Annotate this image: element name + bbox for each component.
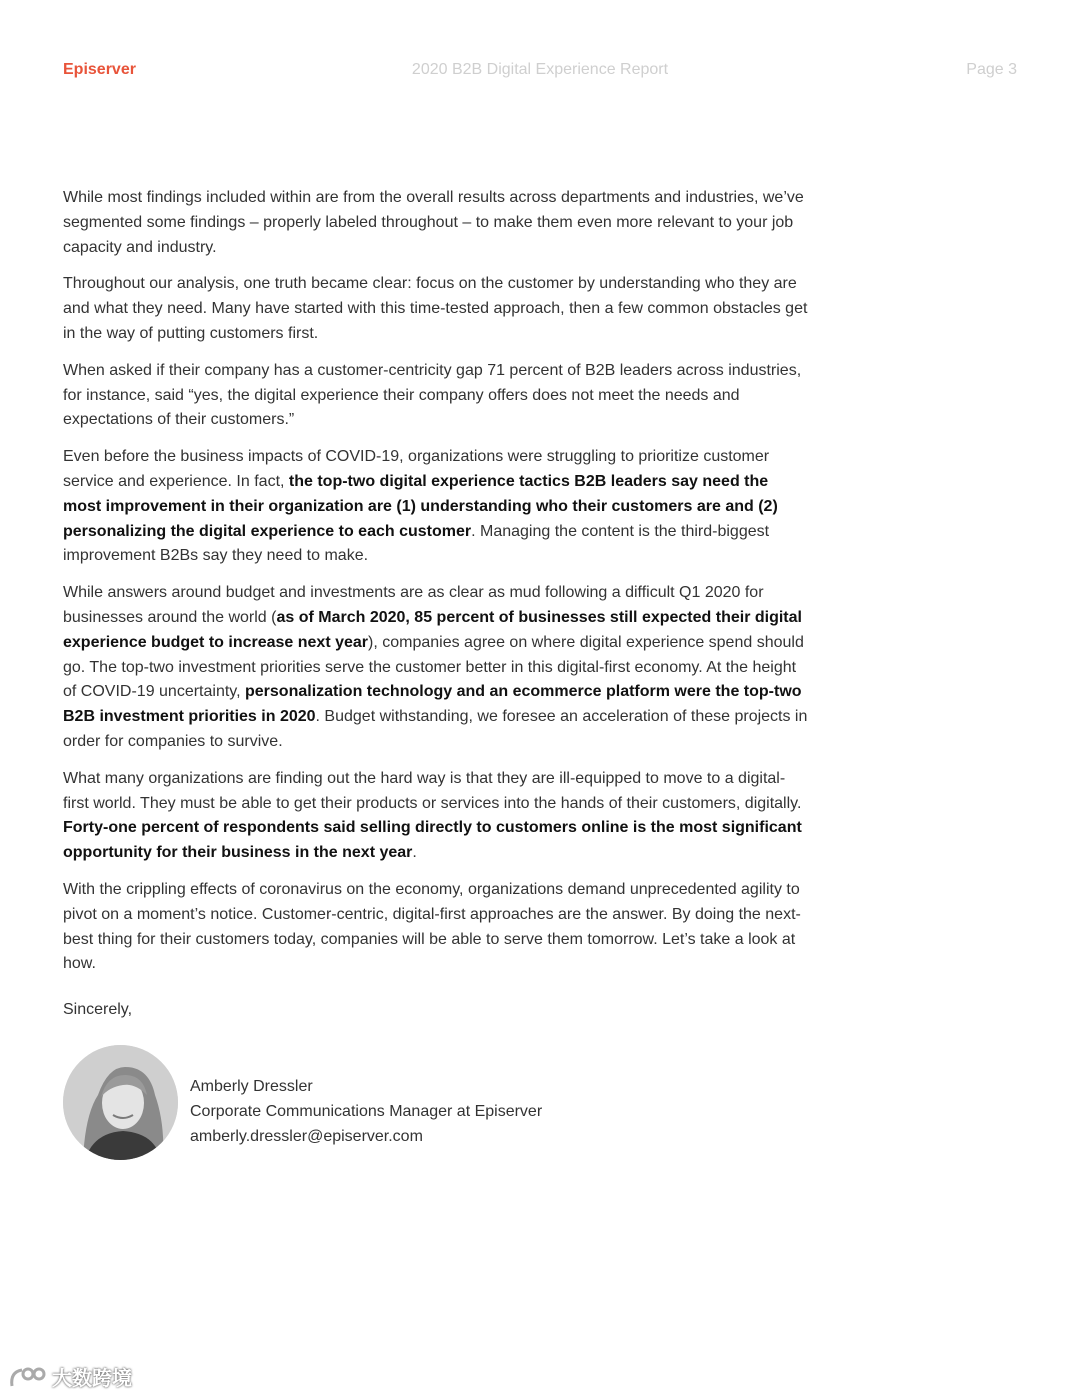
brand-name: Episerver [63, 61, 136, 78]
paragraph-text: With the crippling effects of coronavirus on the economy, organizations demand unprecedented agility to pivot on a moment’s notice. Customer-centric, digital-first approaches are the answer. By doing the next-best thing for their customers today, companies will be able to serve them tomorrow. Let’s take a look at how. [63, 880, 801, 973]
page-number: Page 3 [966, 61, 1017, 78]
paragraph-text: While most findings included within are from the overall results across departments and industries, we’ve segmented some findings – properly labeled throughout – to make them even more relevant to your job capacity and industry. [63, 189, 804, 256]
paragraph-text: . [412, 844, 417, 862]
paragraph-text: Even before the business impacts of COVID-19, organizations were struggling to prioritize customer service and experience. In fact, [63, 448, 770, 490]
emphasis-text: personalization technology and an ecommerce platform were the top-two B2B investment priorities in 2020 [63, 683, 802, 726]
person-portrait-icon [63, 1045, 178, 1160]
letter-body [63, 186, 808, 989]
author-email: amberly.dressler@episerver.com [190, 1127, 423, 1145]
paragraph-text: Throughout our analysis, one truth became clear: focus on the customer by understanding who they are and what they need. Many have started with this time-tested approach, then a few common obstacles get in the way of putting customers first. [63, 275, 808, 342]
emphasis-text: Forty-one percent of respondents said selling directly to customers online is the most significant opportunity for their business in the next year [63, 819, 802, 862]
body-paragraph [63, 767, 808, 866]
paragraph-text: When asked if their company has a customer-centricity gap 71 percent of B2B leaders across industries, for instance, said “yes, the digital experience their company offers does not meet the needs and expectations of their customers.” [63, 361, 802, 429]
paragraph-text: . Budget withstanding, we foresee an acceleration of these projects in order for companies to survive. [63, 708, 808, 750]
watermark [8, 1362, 132, 1391]
author-role: Corporate Communications Manager at Episerver [190, 1102, 543, 1120]
paragraph-text: . Managing the content is the third-biggest improvement B2Bs say they need to make. [63, 522, 770, 565]
paragraph-text: While answers around budget and investments are as clear as mud following a difficult Q1 2020 for businesses around the world ( [63, 584, 764, 626]
paragraph-text: What many organizations are finding out the hard way is that they are ill-equipped to move to a digital-first world. They must be able to get their products or services into the hands of their customers, digitally. [63, 769, 802, 812]
author-name: Amberly Dressler [190, 1078, 313, 1095]
author-avatar [63, 1045, 178, 1160]
body-paragraph [63, 272, 808, 346]
emphasis-text: the top-two digital experience tactics B2B leaders say need the most improvement in their organization are (1) understanding who their customers are and (2) personalizing the digital experience to each customer [63, 472, 778, 540]
body-paragraph [63, 445, 808, 569]
body-paragraph [63, 581, 808, 755]
body-paragraph [63, 359, 808, 433]
closing: Sincerely, [63, 1001, 133, 1018]
body-paragraph [63, 878, 808, 977]
watermark-logo-icon [8, 1364, 48, 1390]
signature-block [190, 1075, 542, 1149]
body-paragraph [63, 186, 808, 260]
emphasis-text: as of March 2020, 85 percent of businesses still expected their digital experience budget to increase next year [63, 608, 802, 651]
page-header [0, 61, 1080, 85]
watermark-text: 大数跨境 [52, 1368, 132, 1390]
report-title: 2020 B2B Digital Experience Report [411, 61, 669, 78]
paragraph-text: ), companies agree on where digital experience spend should go. The top-two investment priorities serve the customer better in this digital-first economy. At the height of COVID-19 uncertainty, [63, 633, 804, 701]
